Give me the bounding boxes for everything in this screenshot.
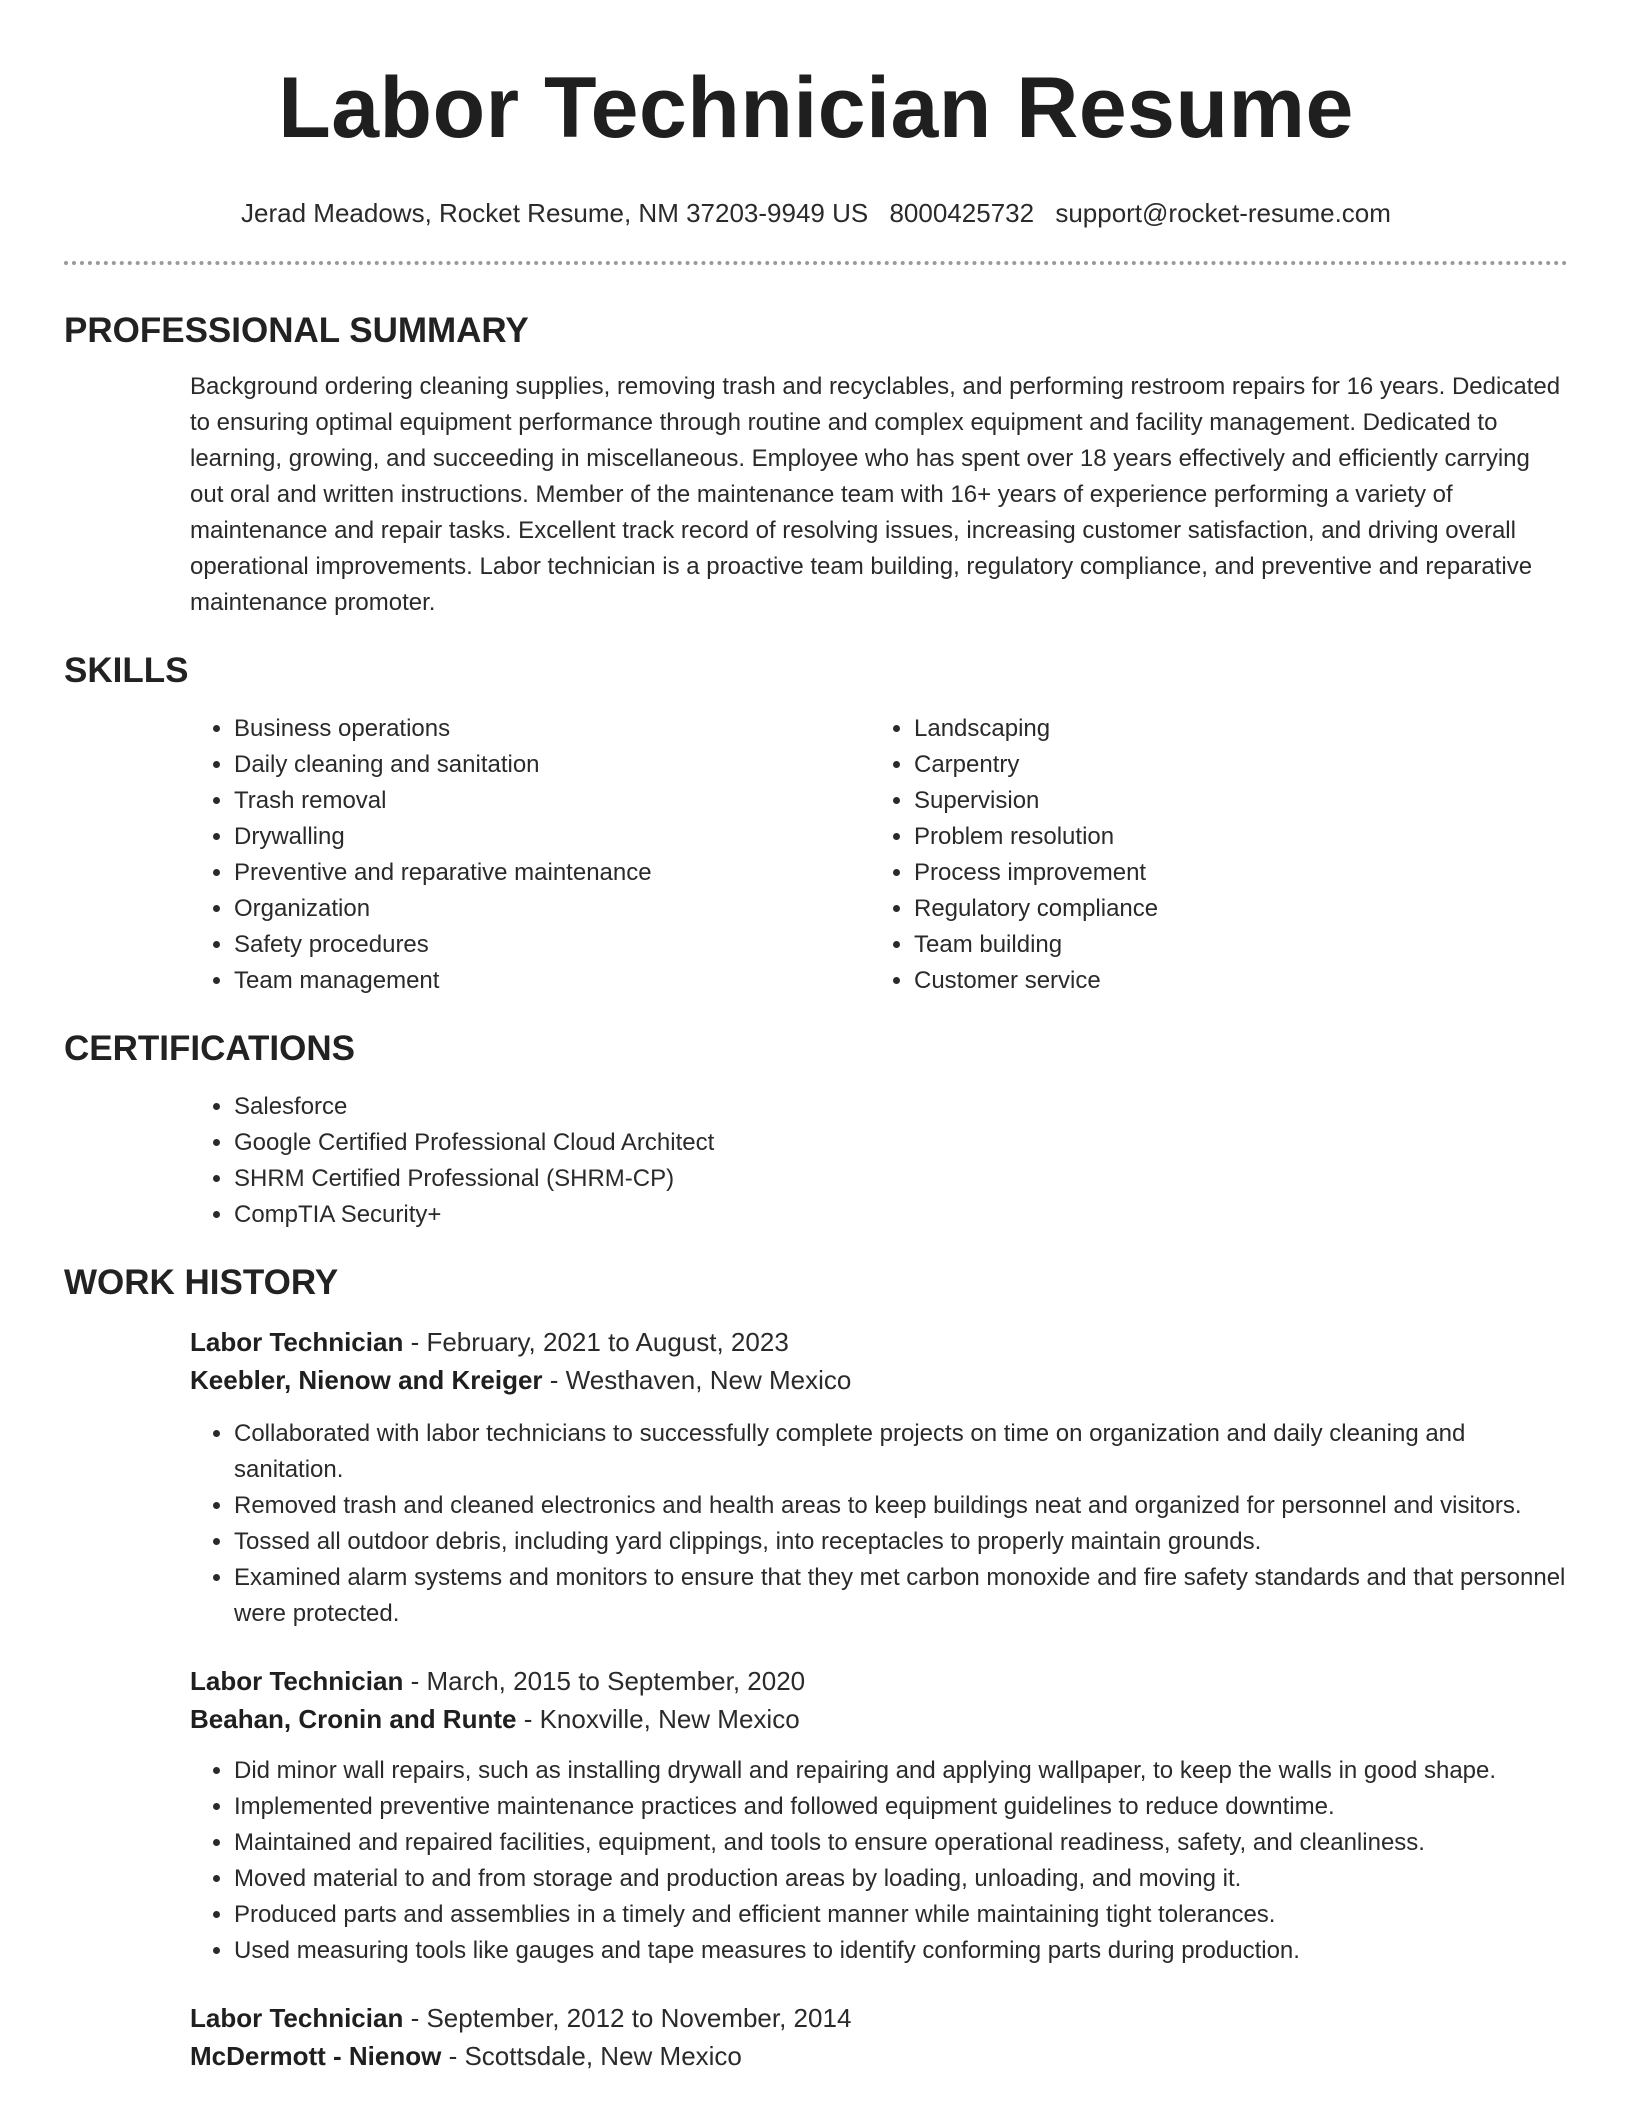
job-duties-list: [190, 1416, 1568, 1632]
list-item: • Regulatory compliance: [914, 891, 1550, 927]
list-item: • Supervision: [914, 783, 1550, 819]
list-item: • Maintained and repaired facilities, equipment, and tools to ensure operational readiness, safety, and cleanliness.: [234, 1825, 1568, 1861]
list-item: • Process improvement: [914, 855, 1550, 891]
list-item: • Daily cleaning and sanitation: [234, 747, 870, 783]
list-item: • CompTIA Security+: [234, 1197, 1568, 1233]
skills-list-left: [190, 711, 870, 999]
list-item: • Trash removal: [234, 783, 870, 819]
job-title: Labor Technician: [190, 1666, 404, 1696]
list-item: • Used measuring tools like gauges and tape measures to identify conforming parts during production.: [234, 1933, 1568, 1969]
job-dates: - March, 2015 to September, 2020: [403, 1666, 806, 1696]
contact-address: Jerad Meadows, Rocket Resume, NM 37203-9949 US: [241, 198, 869, 228]
job-entry-1: [190, 1323, 1568, 1632]
skills-heading: SKILLS: [64, 651, 189, 690]
job-title-line: [190, 1323, 1568, 1361]
list-item: • Team building: [914, 927, 1550, 963]
summary-section: [190, 369, 1568, 621]
job-company-line: [190, 1361, 1568, 1399]
list-item: • Organization: [234, 891, 870, 927]
list-item: • Google Certified Professional Cloud Architect: [234, 1125, 1568, 1161]
job-title: Labor Technician: [190, 2003, 404, 2033]
skills-column-right: [870, 711, 1550, 999]
job-duties-list: [190, 1753, 1568, 1969]
list-item: • Customer service: [914, 963, 1550, 999]
job-title: Labor Technician: [190, 1327, 404, 1357]
list-item: • Collaborated with labor technicians to successfully complete projects on time on organization and daily cleaning and sanitation.: [234, 1416, 1568, 1488]
certifications-section: [190, 1089, 1568, 1233]
job-dates: - February, 2021 to August, 2023: [403, 1327, 789, 1357]
list-item: • Problem resolution: [914, 819, 1550, 855]
list-item: • Preventive and reparative maintenance: [234, 855, 870, 891]
job-entry-2: [190, 1662, 1568, 1969]
list-item: • Business operations: [234, 711, 870, 747]
list-item: • Safety procedures: [234, 927, 870, 963]
contact-line: [64, 198, 1568, 228]
list-item: • Carpentry: [914, 747, 1550, 783]
job-location: - Scottsdale, New Mexico: [441, 2041, 742, 2071]
job-company: Beahan, Cronin and Runte: [190, 1704, 517, 1734]
job-location: - Westhaven, New Mexico: [542, 1365, 852, 1395]
summary-heading: PROFESSIONAL SUMMARY: [64, 311, 529, 350]
list-item: • Team management: [234, 963, 870, 999]
job-company-line: [190, 1700, 1568, 1738]
list-item: • Did minor wall repairs, such as installing drywall and repairing and applying wallpaper, to keep the walls in good shape.: [234, 1753, 1568, 1789]
header-divider: [64, 261, 1568, 265]
job-company-line: [190, 2037, 1568, 2075]
list-item: • Examined alarm systems and monitors to ensure that they met carbon monoxide and fire safety standards and that personnel were protected.: [234, 1560, 1568, 1632]
job-dates: - September, 2012 to November, 2014: [403, 2003, 852, 2033]
summary-text: Background ordering cleaning supplies, removing trash and recyclables, and performing restroom repairs for 16 years. Dedicated to ensuring optimal equipment performance through routine and complex equipment and facility management. Dedicated to learning, growing, and succeeding in miscellaneous. Employee who has spent over 18 years effectively and efficiently carrying out oral and written instructions. Member of the maintenance team with 16+ years of experience performing a variety of maintenance and repair tasks. Excellent track record of resolving issues, increasing customer satisfaction, and driving overall operational improvements. Labor technician is a proactive team building, regulatory compliance, and preventive and reparative maintenance promoter.: [190, 373, 1561, 616]
list-item: • SHRM Certified Professional (SHRM-CP): [234, 1161, 1568, 1197]
job-location: - Knoxville, New Mexico: [516, 1704, 800, 1734]
skills-list-right: [870, 711, 1550, 999]
job-company: Keebler, Nienow and Kreiger: [190, 1365, 543, 1395]
list-item: • Salesforce: [234, 1089, 1568, 1125]
job-company: McDermott - Nienow: [190, 2041, 442, 2071]
work-history-heading: WORK HISTORY: [64, 1263, 339, 1302]
job-title-line: [190, 1662, 1568, 1700]
list-item: • Tossed all outdoor debris, including yard clippings, into receptacles to properly maintain grounds.: [234, 1524, 1568, 1560]
skills-grid: [190, 711, 1568, 999]
list-item: • Implemented preventive maintenance practices and followed equipment guidelines to reduce downtime.: [234, 1789, 1568, 1825]
list-item: • Removed trash and cleaned electronics and health areas to keep buildings neat and organized for personnel and visitors.: [234, 1488, 1568, 1524]
job-entry-3: [190, 1999, 1568, 2075]
certifications-heading: CERTIFICATIONS: [64, 1029, 356, 1068]
skills-column-left: [190, 711, 870, 999]
list-item: • Produced parts and assemblies in a timely and efficient manner while maintaining tight tolerances.: [234, 1897, 1568, 1933]
list-item: • Drywalling: [234, 819, 870, 855]
page-title: Labor Technician Resume: [278, 60, 1354, 156]
contact-phone: 8000425732: [889, 198, 1035, 228]
contact-email: support@rocket-resume.com: [1055, 198, 1391, 228]
job-title-line: [190, 1999, 1568, 2037]
certifications-list: [190, 1089, 1568, 1233]
list-item: • Moved material to and from storage and production areas by loading, unloading, and moving it.: [234, 1861, 1568, 1897]
list-item: • Landscaping: [914, 711, 1550, 747]
